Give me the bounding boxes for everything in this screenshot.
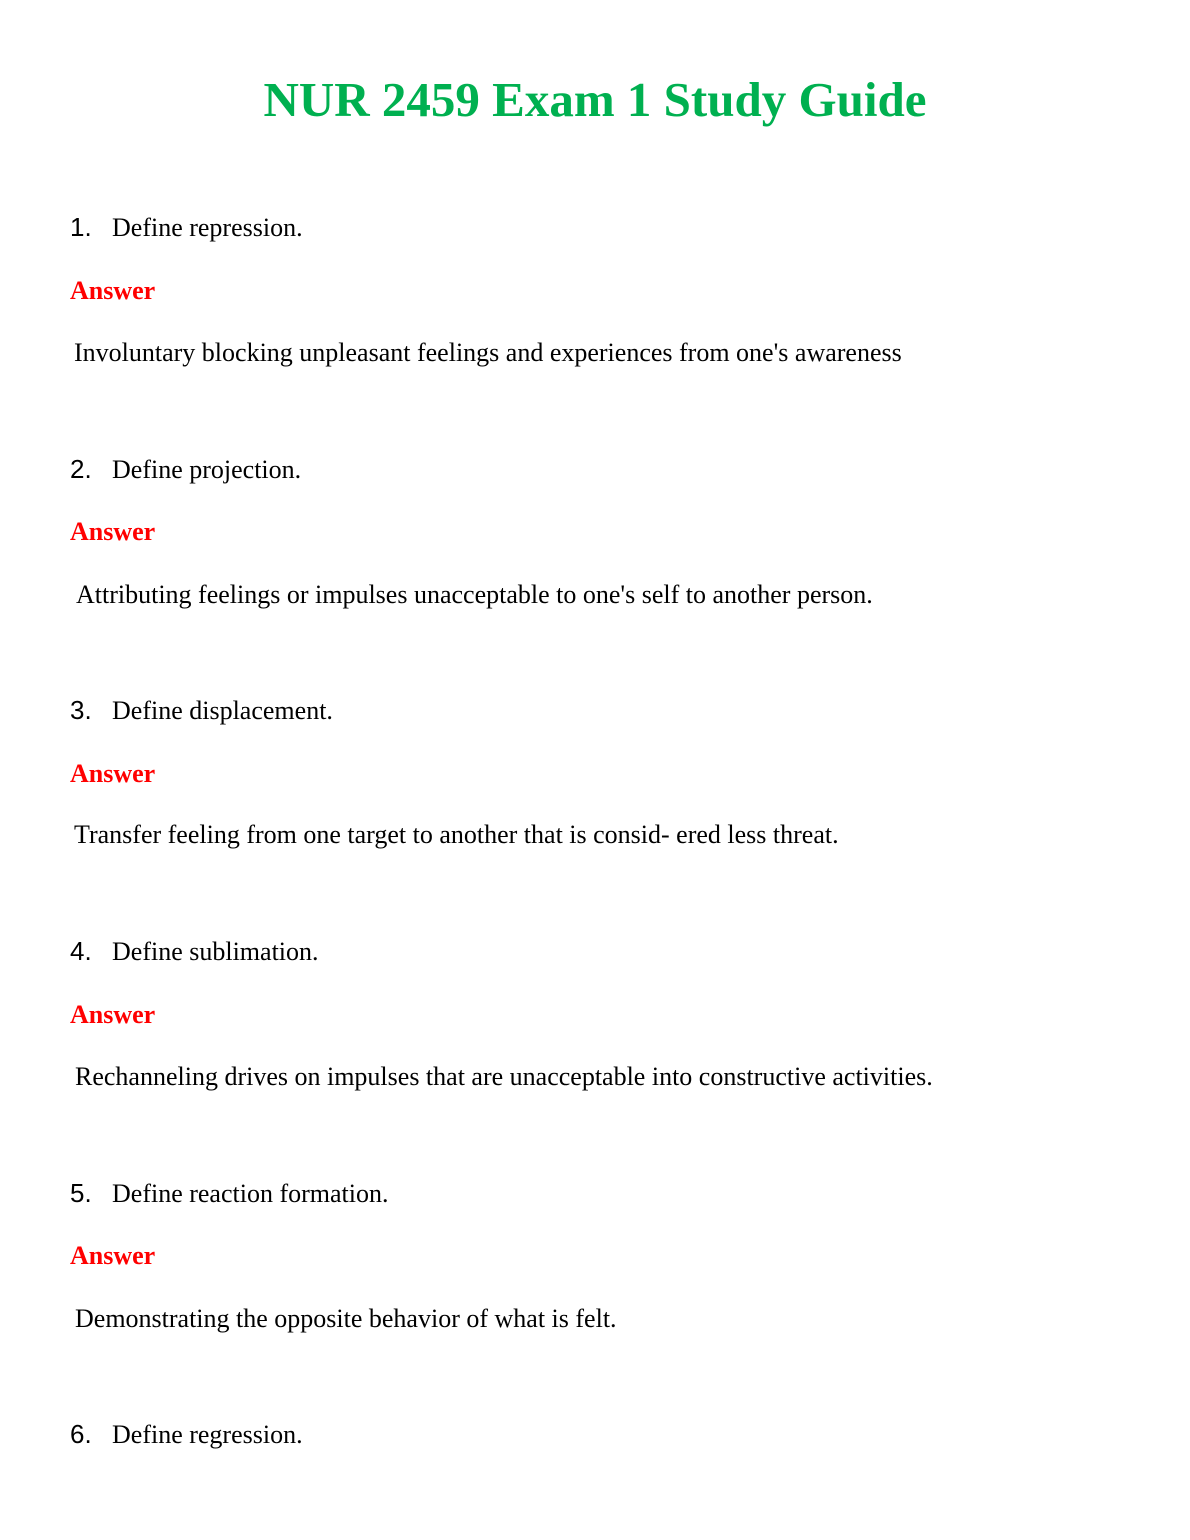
question-text: Define sublimation.	[112, 937, 319, 966]
question-text: Define repression.	[112, 213, 303, 242]
question-text: Define reaction formation.	[112, 1179, 389, 1208]
question-number: 1.	[70, 212, 92, 242]
question-text: Define projection.	[112, 455, 302, 484]
answer-text: Transfer feeling from one target to another that is consid- ered less threat.	[74, 820, 839, 849]
answer-text: Involuntary blocking unpleasant feelings and experiences from one's awareness	[74, 338, 902, 367]
question-number: 3.	[70, 695, 92, 725]
question-text: Define displacement.	[112, 696, 333, 725]
question-3	[70, 695, 333, 731]
question-5	[70, 1178, 389, 1214]
question-number: 5.	[70, 1178, 92, 1208]
page-title: NUR 2459 Exam 1 Study Guide	[263, 72, 927, 127]
question-6	[70, 1419, 303, 1455]
question-1	[70, 212, 303, 248]
answer-label: Answer	[70, 1000, 156, 1029]
question-number: 2.	[70, 454, 92, 484]
question-4	[70, 936, 319, 972]
answer-text: Attributing feelings or impulses unacceptable to one's self to another person.	[76, 580, 873, 609]
question-number: 6.	[70, 1419, 92, 1449]
question-2	[70, 454, 301, 490]
answer-label: Answer	[70, 1241, 156, 1270]
answer-label: Answer	[70, 517, 156, 546]
question-number: 4.	[70, 936, 92, 966]
answer-text: Demonstrating the opposite behavior of what is felt.	[75, 1304, 617, 1333]
answer-label: Answer	[70, 276, 156, 305]
question-text: Define regression.	[112, 1420, 303, 1449]
answer-text: Rechanneling drives on impulses that are unacceptable into constructive activities.	[75, 1062, 933, 1091]
answer-label: Answer	[70, 759, 156, 788]
